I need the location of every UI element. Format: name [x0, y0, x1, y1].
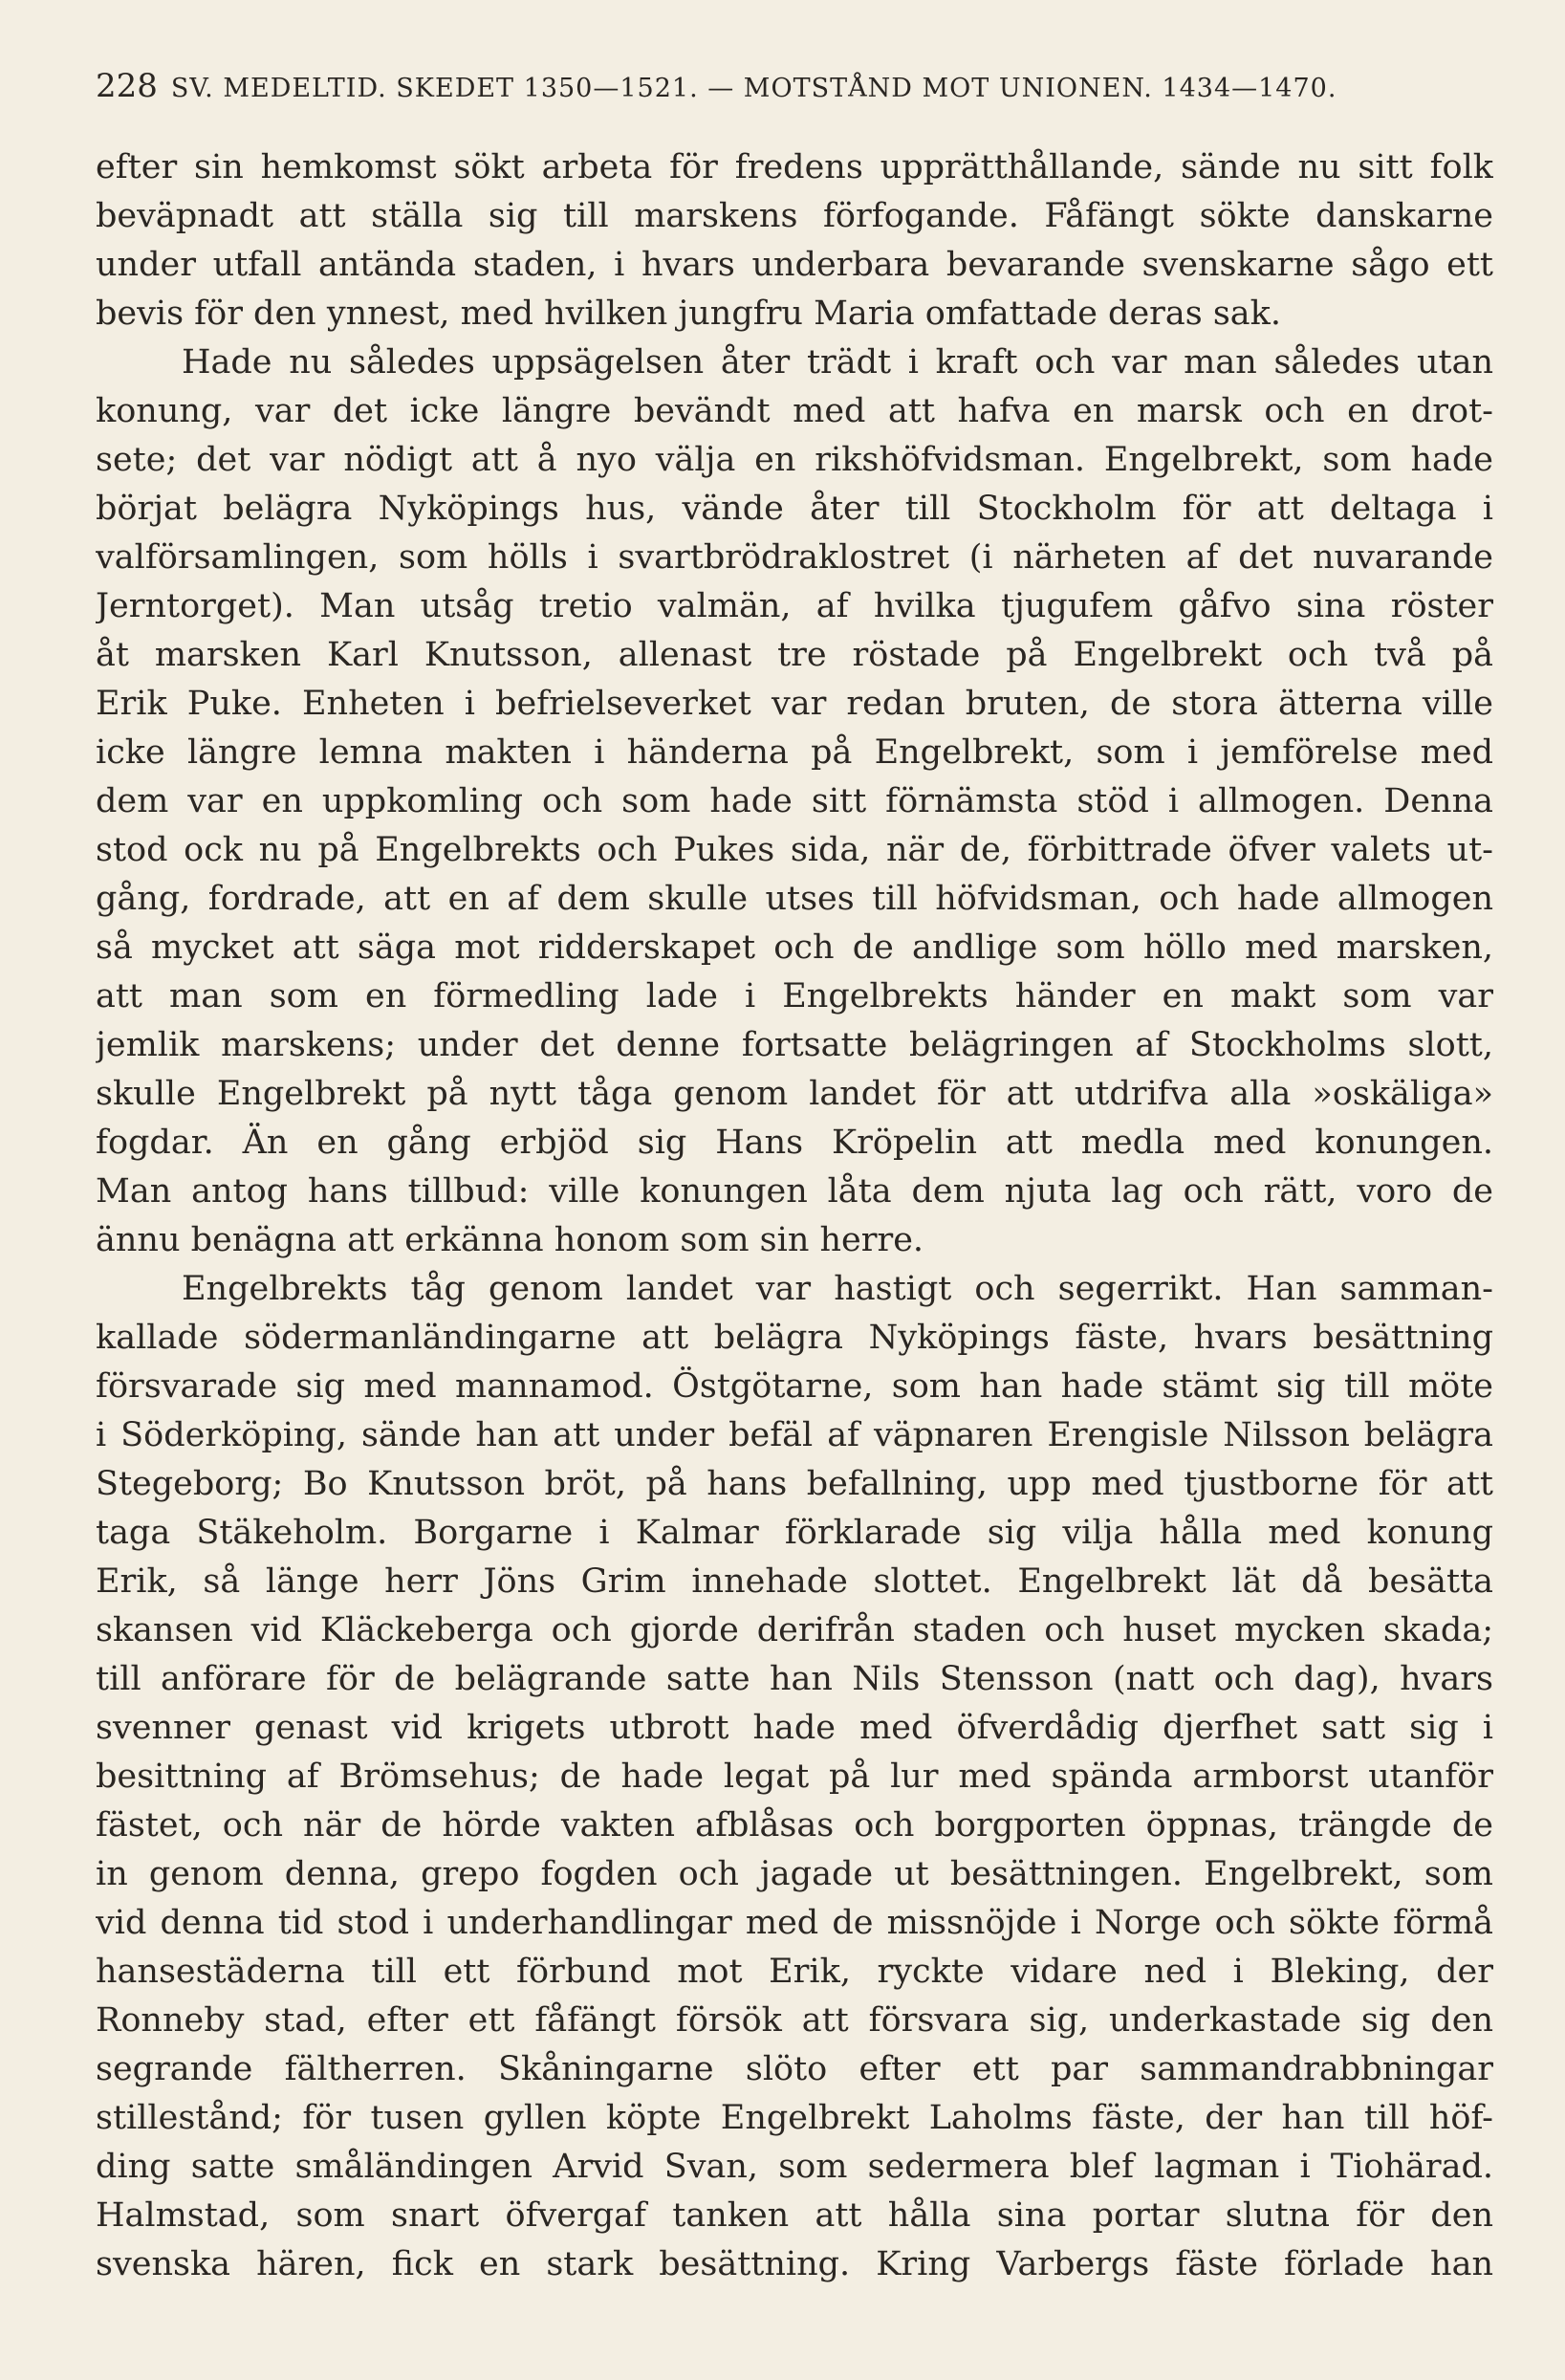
text-line: bevis för den ynnest, med hvilken jungfru Maria omfattade deras sak.	[96, 295, 1282, 333]
text-line: jemlik marskens; under det denne fortsatte belägringen af Stockholms slott,	[96, 1026, 1493, 1064]
text-line: Ronneby stad, efter ett fåfängt försök att försvara sig, underkastade sig den	[96, 2001, 1493, 2040]
text-line: vid denna tid stod i underhandlingar med de missnöjde i Norge och sökte förmå	[96, 1904, 1493, 1942]
body-text	[96, 143, 1493, 2289]
text-line: stillestånd; för tusen gyllen köpte Engelbrekt Laholms fäste, der han till höf-	[96, 2099, 1493, 2137]
text-line: hansestäderna till ett förbund mot Erik, ryckte vidare ned i Bleking, der	[96, 1953, 1493, 1991]
text-line: beväpnadt att ställa sig till marskens förfogande. Fåfängt sökte danskarne	[96, 197, 1493, 235]
text-line: stod ock nu på Engelbrekts och Pukes sida, när de, förbittrade öfver valets ut-	[96, 831, 1493, 869]
text-line: besittning af Brömsehus; de hade legat på lur med spända armborst utanför	[96, 1758, 1493, 1796]
text-line: skansen vid Kläckeberga och gjorde derifrån staden och huset mycken skada;	[96, 1611, 1493, 1649]
text-line: till anförare för de belägrande satte han Nils Stensson (natt och dag), hvars	[96, 1660, 1493, 1698]
text-line: Halmstad, som snart öfvergaf tanken att hålla sina portar slutna för den	[96, 2196, 1493, 2235]
text-line: sete; det var nödigt att å nyo välja en rikshöfvidsman. Engelbrekt, som hade	[96, 441, 1493, 479]
text-line: icke längre lemna makten i händerna på Engelbrekt, som i jemförelse med	[96, 733, 1493, 772]
text-line: valförsamlingen, som hölls i svartbrödraklostret (i närheten af det nuvarande	[96, 538, 1493, 577]
text-line: i Söderköping, sände han att under befäl af väpnaren Erengisle Nilsson belägra	[96, 1416, 1493, 1454]
text-line: svenska hären, fick en stark besättning. Kring Varbergs fäste förlade han	[96, 2245, 1493, 2283]
text-line: ding satte småländingen Arvid Svan, som sedermera blef lagman i Tiohärad.	[96, 2148, 1493, 2186]
text-line: in genom denna, grepo fogden och jagade ut besättningen. Engelbrekt, som	[96, 1855, 1493, 1893]
text-line: svenner genast vid krigets utbrott hade med öfverdådig djerfhet satt sig i	[96, 1709, 1493, 1747]
text-line: Engelbrekts tåg genom landet var hastigt och segerrikt. Han samman-	[182, 1270, 1493, 1308]
text-line: åt marsken Karl Knutsson, allenast tre röstade på Engelbrekt och två på	[96, 636, 1493, 674]
text-line: ännu benägna att erkänna honom som sin herre.	[96, 1221, 924, 1259]
text-line: Man antog hans tillbud: ville konungen låta dem njuta lag och rätt, voro de	[96, 1172, 1493, 1211]
text-line: Jerntorget). Man utsåg tretio valmän, af hvilka tjugufem gåfvo sina röster	[96, 587, 1493, 625]
text-line: så mycket att säga mot ridderskapet och de andlige som höllo med marsken,	[96, 928, 1493, 967]
text-line: skulle Engelbrekt på nytt tåga genom landet för att utdrifva alla »oskäliga»	[96, 1075, 1493, 1113]
text-line: konung, var det icke längre bevändt med att hafva en marsk och en drot-	[96, 392, 1493, 430]
text-line: försvarade sig med mannamod. Östgötarne, som han hade stämt sig till möte	[96, 1367, 1493, 1406]
text-line: Hade nu således uppsägelsen åter trädt i kraft och var man således utan	[182, 343, 1493, 382]
text-line: taga Stäkeholm. Borgarne i Kalmar förklarade sig vilja hålla med konung	[96, 1514, 1493, 1552]
text-line: att man som en förmedling lade i Engelbrekts händer en makt som var	[96, 977, 1493, 1015]
text-line: börjat belägra Nyköpings hus, vände åter till Stockholm för att deltaga i	[96, 490, 1493, 528]
text-line: Erik Puke. Enheten i befrielseverket var redan bruten, de stora ätterna ville	[96, 685, 1493, 723]
text-line: kallade södermanländingarne att belägra Nyköpings fäste, hvars besättning	[96, 1319, 1493, 1357]
text-line: gång, fordrade, att en af dem skulle utses till höfvidsman, och hade allmogen	[96, 880, 1493, 918]
page-number: 228	[96, 67, 158, 105]
running-head	[96, 67, 1493, 105]
text-line: segrande fältherren. Skåningarne slöto efter ett par sammandrabbningar	[96, 2050, 1493, 2088]
text-line: dem var en uppkomling och som hade sitt förnämsta stöd i allmogen. Denna	[96, 782, 1493, 820]
text-line: efter sin hemkomst sökt arbeta för fredens upprätthållande, sände nu sitt folk	[96, 148, 1493, 186]
running-head-title: SV. MEDELTID. SKEDET 1350—1521. — MOTSTÅND MOT UNIONEN. 1434—1470.	[170, 74, 1337, 103]
text-line: Stegeborg; Bo Knutsson bröt, på hans befallning, upp med tjustborne för att	[96, 1465, 1493, 1503]
text-line: fästet, och när de hörde vakten afblåsas och borgporten öppnas, trängde de	[96, 1806, 1493, 1845]
text-line: Erik, så länge herr Jöns Grim innehade slottet. Engelbrekt lät då besätta	[96, 1562, 1493, 1601]
text-line: fogdar. Än en gång erbjöd sig Hans Kröpelin att medla med konungen.	[96, 1124, 1493, 1162]
text-line: under utfall antända staden, i hvars underbara bevarande svenskarne sågo ett	[96, 246, 1493, 284]
